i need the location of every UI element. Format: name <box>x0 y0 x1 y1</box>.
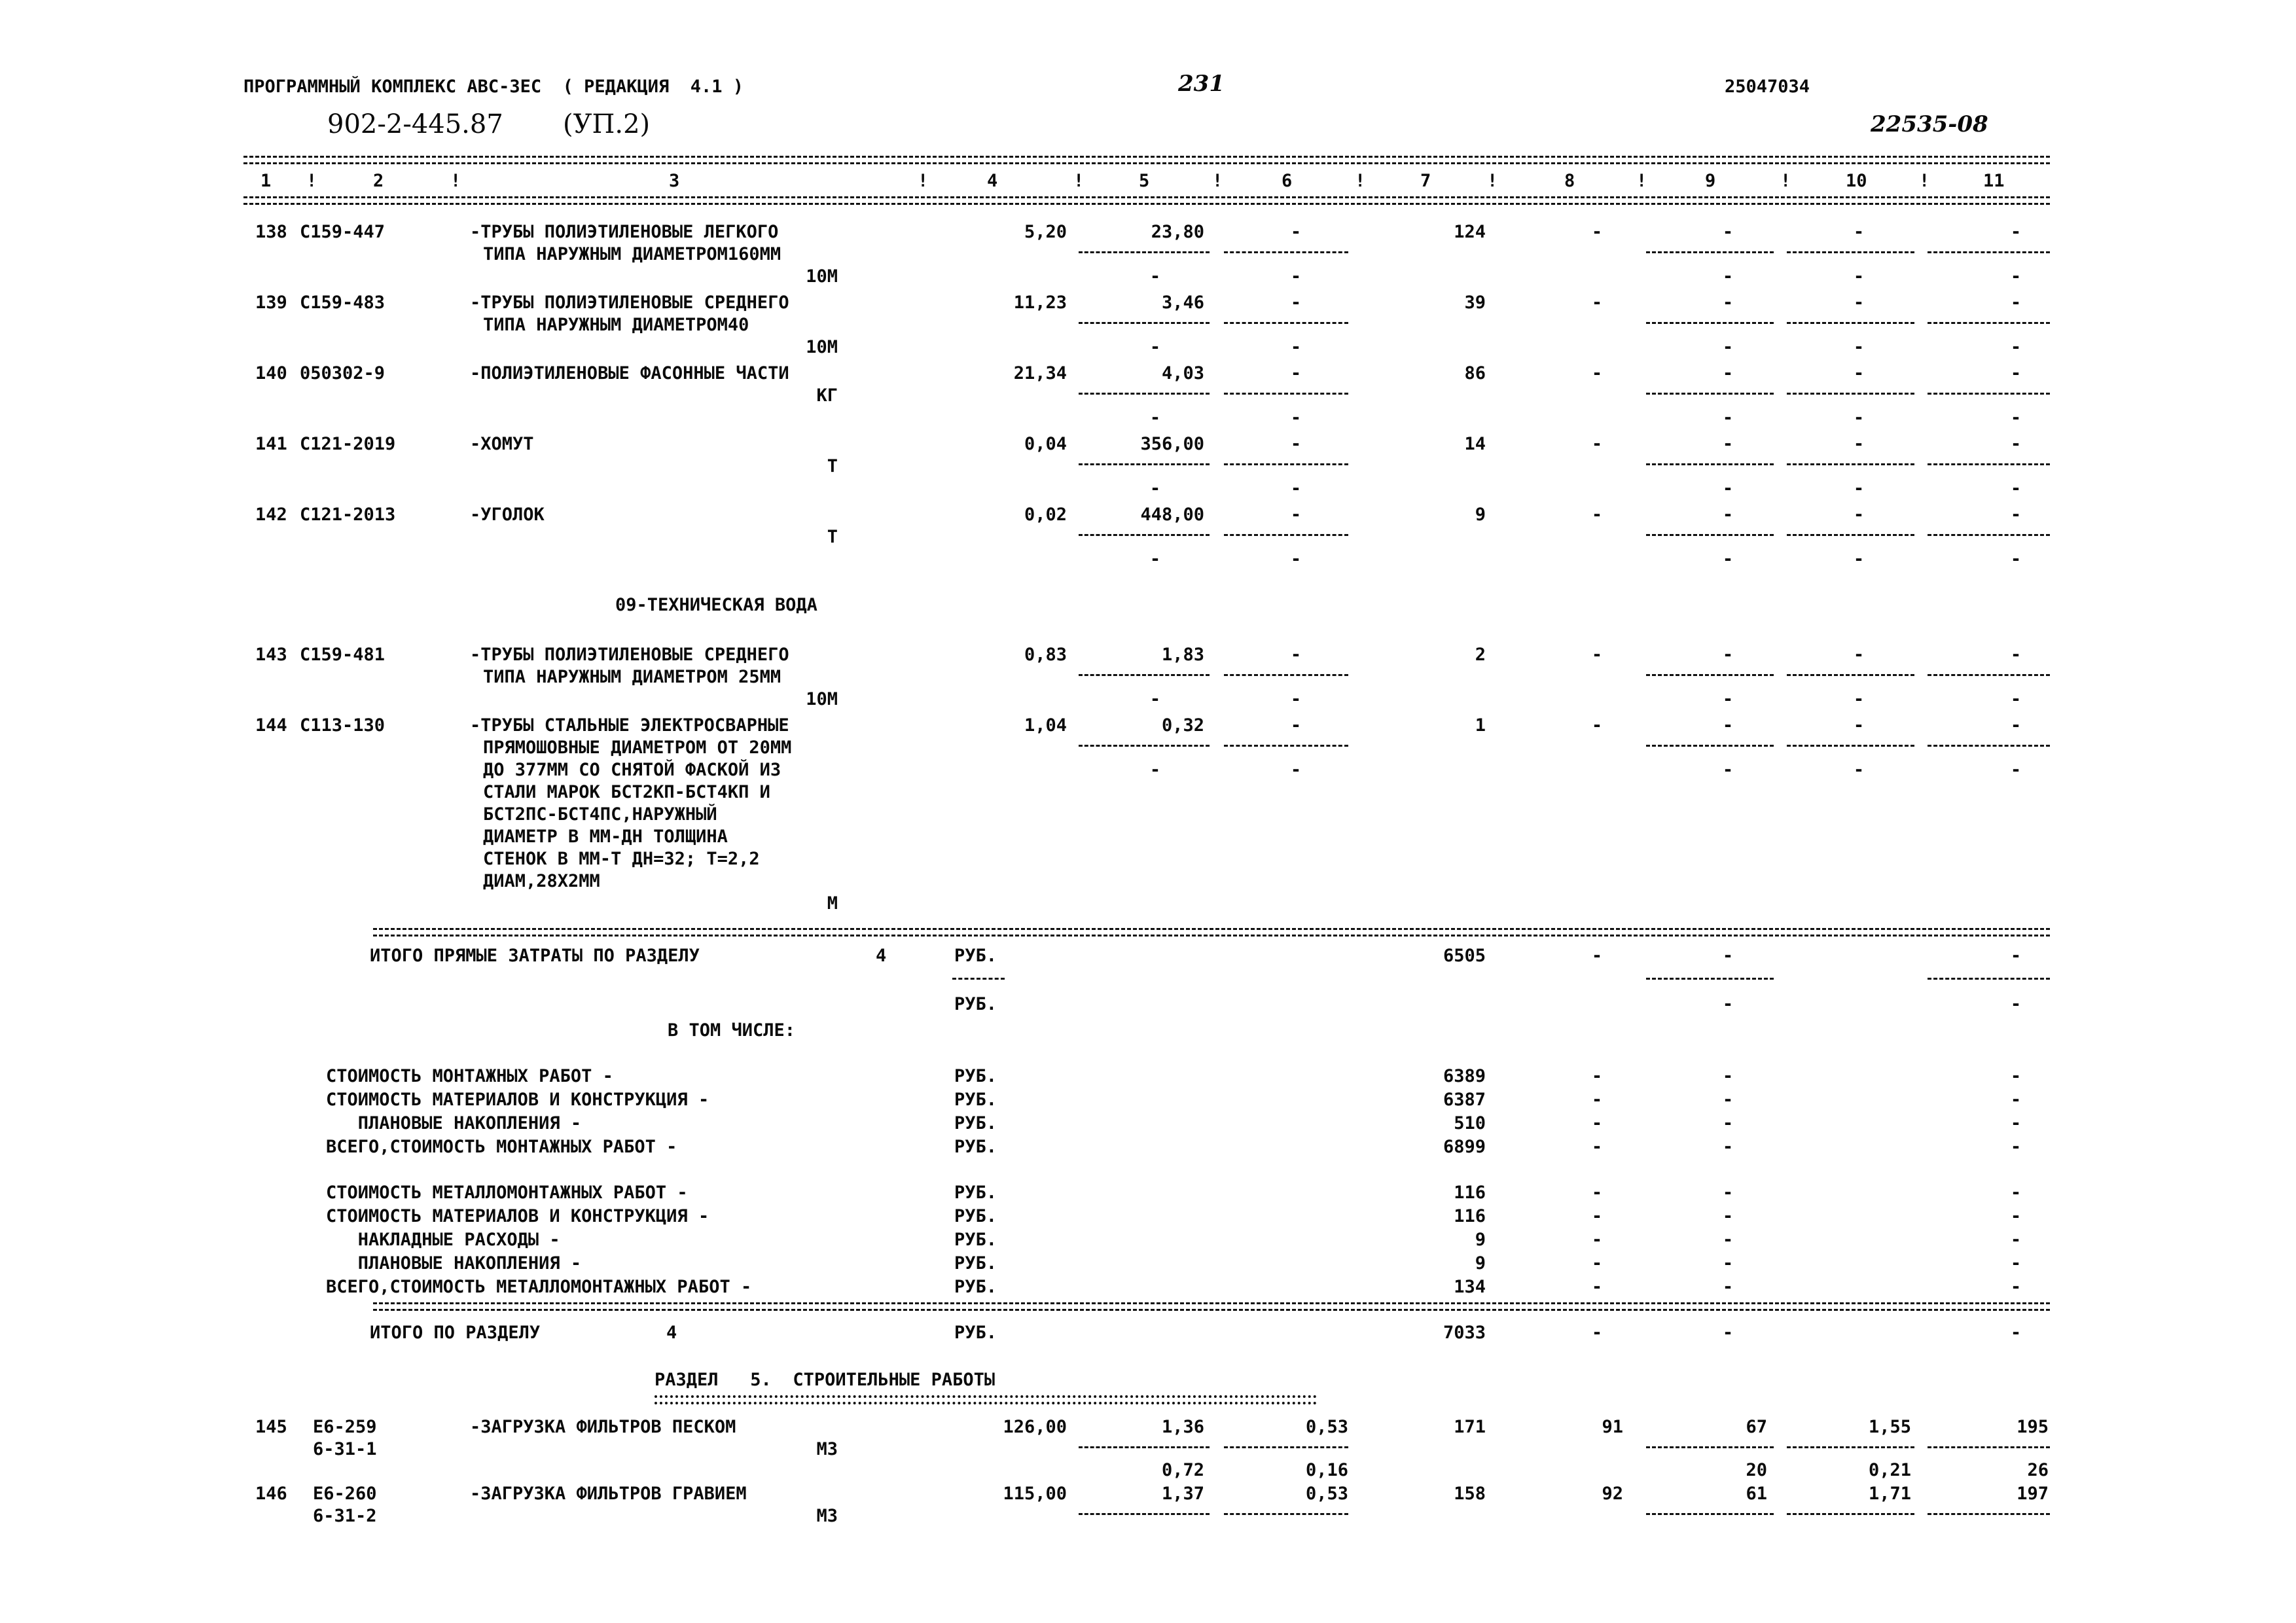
row-c10: - <box>1853 505 1865 525</box>
col-header: 6 <box>1282 171 1293 191</box>
section-total-c11: - <box>2010 1323 2022 1343</box>
row-description: БСТ2ПС-БСТ4ПС,НАРУЖНЫЙ <box>483 804 717 825</box>
section5-title: РАЗДЕЛ 5. СТРОИТЕЛЬНЫЕ РАБОТЫ <box>655 1370 996 1390</box>
row-number: 140 <box>255 363 287 383</box>
row-unit: Т <box>827 527 838 547</box>
direct-costs-c11b: - <box>2010 994 2022 1014</box>
row-number: 141 <box>255 434 287 454</box>
direct-costs-c7: 6505 <box>1443 946 1486 966</box>
row-c11: 197 <box>2017 1484 2049 1504</box>
direct-costs-unit: РУБ. <box>954 946 997 966</box>
row-c11-sub: - <box>2010 337 2022 357</box>
cost-c9: - <box>1722 1066 1734 1086</box>
row-description: ТИПА НАРУЖНЫМ ДИАМЕТРОМ160ММ <box>483 244 781 264</box>
row-c11: 195 <box>2017 1417 2049 1437</box>
row-c11-sub: - <box>2010 478 2022 499</box>
row-description: -ХОМУТ <box>470 434 534 454</box>
cost-c8: - <box>1591 1277 1603 1297</box>
row-c4: 0,02 <box>1024 505 1067 525</box>
project-code: 902-2-445.87 <box>327 109 503 139</box>
row-c4: 126,00 <box>1003 1417 1067 1437</box>
section-total-c7: 7033 <box>1443 1323 1486 1343</box>
row-unit: 10М <box>806 689 838 709</box>
row-c11: - <box>2010 222 2022 242</box>
row-c5: 0,32 <box>1161 715 1204 736</box>
section-total-num: 4 <box>666 1323 677 1343</box>
col-header: 3 <box>669 171 680 191</box>
section-total-c9: - <box>1722 1323 1734 1343</box>
cost-c8: - <box>1591 1090 1603 1110</box>
row-c7: 158 <box>1454 1484 1486 1504</box>
row-c6: - <box>1290 645 1302 665</box>
row-code: 050302-9 <box>300 363 386 383</box>
row-number: 143 <box>255 645 287 665</box>
row-c10-sub: - <box>1853 408 1865 428</box>
cost-c9: - <box>1722 1137 1734 1157</box>
row-description: ПРЯМОШОВНЫЕ ДИАМЕТРОМ ОТ 20ММ <box>483 738 792 758</box>
cost-c11: - <box>2010 1090 2022 1110</box>
row-c5: 4,03 <box>1161 363 1204 383</box>
row-c9: - <box>1722 222 1734 242</box>
cost-label: СТОИМОСТЬ МЕТАЛЛОМОНТАЖНЫХ РАБОТ - <box>326 1183 688 1203</box>
row-code: С121-2019 <box>300 434 396 454</box>
row-c5-sub: - <box>1149 337 1161 357</box>
row-c4: 0,83 <box>1024 645 1067 665</box>
row-description: -ПОЛИЭТИЛЕНОВЫЕ ФАСОННЫЕ ЧАСТИ <box>470 363 789 383</box>
row-c10-sub: - <box>1853 337 1865 357</box>
row-c10-sub: - <box>1853 478 1865 499</box>
row-c9: - <box>1722 645 1734 665</box>
row-description: СТЕНОК В ММ-Т ДН=32; Т=2,2 <box>483 849 760 869</box>
direct-costs-c11: - <box>2010 946 2022 966</box>
cost-unit: РУБ. <box>954 1230 997 1250</box>
col-header: 2 <box>373 171 384 191</box>
col-header: 4 <box>987 171 998 191</box>
section-total-label: ИТОГО ПО РАЗДЕЛУ <box>370 1323 541 1343</box>
row-c9: - <box>1722 363 1734 383</box>
cost-c9: - <box>1722 1277 1734 1297</box>
row-c7: 124 <box>1454 222 1486 242</box>
row-c7: 2 <box>1475 645 1486 665</box>
row-c6-sub: - <box>1290 689 1302 709</box>
row-c11: - <box>2010 645 2022 665</box>
row-description: ДО 377ММ СО СНЯТОЙ ФАСКОЙ ИЗ <box>483 760 781 780</box>
row-c10: 1,55 <box>1868 1417 1911 1437</box>
row-c5-sub: 0,72 <box>1161 1460 1204 1480</box>
row-c11: - <box>2010 293 2022 313</box>
cost-c7: 134 <box>1454 1277 1486 1297</box>
row-c11: - <box>2010 715 2022 736</box>
row-c7: 171 <box>1454 1417 1486 1437</box>
row-c6-sub: - <box>1290 266 1302 287</box>
row-c6: 0,53 <box>1305 1417 1348 1437</box>
cost-label: СТОИМОСТЬ МАТЕРИАЛОВ И КОНСТРУКЦИЯ - <box>326 1206 709 1226</box>
row-c11-sub: 26 <box>2027 1460 2049 1480</box>
row-c6: - <box>1290 222 1302 242</box>
row-c4: 1,04 <box>1024 715 1067 736</box>
row-c11: - <box>2010 363 2022 383</box>
cost-unit: РУБ. <box>954 1090 997 1110</box>
row-c9-sub: - <box>1722 408 1734 428</box>
row-c8: 91 <box>1602 1417 1623 1437</box>
row-c11-sub: - <box>2010 549 2022 569</box>
cost-c7: 116 <box>1454 1206 1486 1226</box>
cost-c7: 116 <box>1454 1183 1486 1203</box>
cost-c11: - <box>2010 1206 2022 1226</box>
row-c10: - <box>1853 293 1865 313</box>
cost-label: ПЛАНОВЫЕ НАКОПЛЕНИЯ - <box>326 1253 582 1274</box>
row-number: 145 <box>255 1417 287 1437</box>
row-c5: 356,00 <box>1140 434 1204 454</box>
row-c6: - <box>1290 363 1302 383</box>
row-c6: - <box>1290 434 1302 454</box>
row-c5-sub: - <box>1149 689 1161 709</box>
cost-c7: 6387 <box>1443 1090 1486 1110</box>
cost-c11: - <box>2010 1066 2022 1086</box>
direct-costs-label: ИТОГО ПРЯМЫЕ ЗАТРАТЫ ПО РАЗДЕЛУ <box>370 946 700 966</box>
row-c8: 92 <box>1602 1484 1623 1504</box>
row-unit: М3 <box>816 1439 838 1459</box>
row-c8: - <box>1591 293 1603 313</box>
row-c5: 448,00 <box>1140 505 1204 525</box>
row-c9: - <box>1722 434 1734 454</box>
row-c8: - <box>1591 645 1603 665</box>
row-code-2: 6-31-1 <box>313 1439 377 1459</box>
row-description: -ТРУБЫ ПОЛИЭТИЛЕНОВЫЕ СРЕДНЕГО <box>470 645 789 665</box>
cost-unit: РУБ. <box>954 1253 997 1274</box>
cost-c11: - <box>2010 1183 2022 1203</box>
cost-c9: - <box>1722 1253 1734 1274</box>
row-c7: 39 <box>1464 293 1486 313</box>
row-c9-sub: - <box>1722 549 1734 569</box>
row-unit: М <box>827 893 838 914</box>
row-c6: 0,53 <box>1305 1484 1348 1504</box>
direct-costs-section: 4 <box>876 946 887 966</box>
cost-c11: - <box>2010 1277 2022 1297</box>
page-number: 231 <box>1178 71 1225 97</box>
row-unit: Т <box>827 456 838 476</box>
row-description: -ТРУБЫ ПОЛИЭТИЛЕНОВЫЕ ЛЕГКОГО <box>470 222 779 242</box>
row-c6-sub: - <box>1290 408 1302 428</box>
row-number: 142 <box>255 505 287 525</box>
row-c9-sub: - <box>1722 266 1734 287</box>
col-header: 8 <box>1564 171 1575 191</box>
cost-c7: 510 <box>1454 1113 1486 1133</box>
cost-c9: - <box>1722 1230 1734 1250</box>
row-c10-sub: - <box>1853 549 1865 569</box>
row-c10-sub: - <box>1853 689 1865 709</box>
cost-label: НАКЛАДНЫЕ РАСХОДЫ - <box>326 1230 560 1250</box>
cost-c8: - <box>1591 1253 1603 1274</box>
row-description: -ТРУБЫ СТАЛЬНЫЕ ЭЛЕКТРОСВАРНЫЕ <box>470 715 789 736</box>
row-description: -УГОЛОК <box>470 505 545 525</box>
row-c9: - <box>1722 715 1734 736</box>
row-c4: 0,04 <box>1024 434 1067 454</box>
doc-code: 25047034 <box>1725 77 1810 97</box>
row-code: С121-2013 <box>300 505 396 525</box>
row-c10: - <box>1853 434 1865 454</box>
row-number: 139 <box>255 293 287 313</box>
row-c7: 14 <box>1464 434 1486 454</box>
row-c7: 9 <box>1475 505 1486 525</box>
row-c4: 5,20 <box>1024 222 1067 242</box>
album-code: (УП.2) <box>563 109 651 139</box>
cost-c8: - <box>1591 1113 1603 1133</box>
row-code: Е6-260 <box>313 1484 377 1504</box>
row-c11: - <box>2010 505 2022 525</box>
row-c5: 23,80 <box>1151 222 1204 242</box>
direct-costs-c8: - <box>1591 946 1603 966</box>
row-number: 146 <box>255 1484 287 1504</box>
cost-c9: - <box>1722 1206 1734 1226</box>
row-c10: - <box>1853 715 1865 736</box>
cost-c7: 6899 <box>1443 1137 1486 1157</box>
cost-unit: РУБ. <box>954 1066 997 1086</box>
direct-costs-c9b: - <box>1722 994 1734 1014</box>
cost-c7: 6389 <box>1443 1066 1486 1086</box>
cost-c11: - <box>2010 1137 2022 1157</box>
row-c9-sub: - <box>1722 689 1734 709</box>
row-c10-sub: - <box>1853 760 1865 780</box>
col-header: 9 <box>1705 171 1716 191</box>
row-c9-sub: 20 <box>1746 1460 1767 1480</box>
row-description: -ЗАГРУЗКА ФИЛЬТРОВ ГРАВИЕМ <box>470 1484 747 1504</box>
row-c9: - <box>1722 293 1734 313</box>
cost-c7: 9 <box>1475 1230 1486 1250</box>
row-description: ДИАМЕТР В ММ-ДН ТОЛЩИНА <box>483 827 728 847</box>
row-c5-sub: - <box>1149 549 1161 569</box>
row-c5: 1,36 <box>1161 1417 1204 1437</box>
row-c4: 21,34 <box>1013 363 1067 383</box>
row-unit: 10М <box>806 266 838 287</box>
row-c10: - <box>1853 645 1865 665</box>
sheet-code: 22535-08 <box>1871 111 1988 137</box>
row-c8: - <box>1591 434 1603 454</box>
subsection-title: 09-ТЕХНИЧЕСКАЯ ВОДА <box>615 595 817 615</box>
row-c10: - <box>1853 222 1865 242</box>
cost-c11: - <box>2010 1253 2022 1274</box>
row-c4: 115,00 <box>1003 1484 1067 1504</box>
row-c5: 3,46 <box>1161 293 1204 313</box>
row-code: С159-481 <box>300 645 386 665</box>
row-c6-sub: 0,16 <box>1305 1460 1348 1480</box>
cost-c8: - <box>1591 1137 1603 1157</box>
row-description: ДИАМ,28Х2ММ <box>483 871 600 891</box>
row-c8: - <box>1591 715 1603 736</box>
row-c4: 11,23 <box>1013 293 1067 313</box>
row-code: С113-130 <box>300 715 386 736</box>
direct-costs-c9: - <box>1722 946 1734 966</box>
row-unit: М3 <box>816 1506 838 1526</box>
cost-c9: - <box>1722 1090 1734 1110</box>
row-c9-sub: - <box>1722 478 1734 499</box>
row-c9-sub: - <box>1722 337 1734 357</box>
row-description: ТИПА НАРУЖНЫМ ДИАМЕТРОМ40 <box>483 315 749 335</box>
section-total-c8: - <box>1591 1323 1603 1343</box>
cost-label: СТОИМОСТЬ МОНТАЖНЫХ РАБОТ - <box>326 1066 613 1086</box>
cost-unit: РУБ. <box>954 1183 997 1203</box>
cost-c11: - <box>2010 1113 2022 1133</box>
cost-unit: РУБ. <box>954 1113 997 1133</box>
cost-label: ПЛАНОВЫЕ НАКОПЛЕНИЯ - <box>326 1113 582 1133</box>
row-c10-sub: 0,21 <box>1868 1460 1911 1480</box>
program-title: ПРОГРАММНЫЙ КОМПЛЕКС АВС-3ЕС ( РЕДАКЦИЯ 4.1 ) <box>243 77 744 97</box>
row-c10-sub: - <box>1853 266 1865 287</box>
row-c9: 61 <box>1746 1484 1767 1504</box>
row-c6-sub: - <box>1290 549 1302 569</box>
row-c5: 1,37 <box>1161 1484 1204 1504</box>
col-header: 1 <box>260 171 272 191</box>
row-c6: - <box>1290 293 1302 313</box>
row-c9: 67 <box>1746 1417 1767 1437</box>
cost-c8: - <box>1591 1230 1603 1250</box>
row-c11-sub: - <box>2010 760 2022 780</box>
col-header: 10 <box>1846 171 1867 191</box>
row-c6-sub: - <box>1290 760 1302 780</box>
row-c5-sub: - <box>1149 478 1161 499</box>
cost-c11: - <box>2010 1230 2022 1250</box>
row-c7: 86 <box>1464 363 1486 383</box>
cost-label: ВСЕГО,СТОИМОСТЬ МОНТАЖНЫХ РАБОТ - <box>326 1137 677 1157</box>
row-c11-sub: - <box>2010 689 2022 709</box>
row-c9: - <box>1722 505 1734 525</box>
cost-unit: РУБ. <box>954 1277 997 1297</box>
row-code: С159-447 <box>300 222 386 242</box>
col-header: 7 <box>1420 171 1431 191</box>
cost-c9: - <box>1722 1113 1734 1133</box>
cost-label: ВСЕГО,СТОИМОСТЬ МЕТАЛЛОМОНТАЖНЫХ РАБОТ - <box>326 1277 752 1297</box>
row-code: Е6-259 <box>313 1417 377 1437</box>
row-description: -ТРУБЫ ПОЛИЭТИЛЕНОВЫЕ СРЕДНЕГО <box>470 293 789 313</box>
cost-c8: - <box>1591 1183 1603 1203</box>
section-total-unit: РУБ. <box>954 1323 997 1343</box>
row-c9-sub: - <box>1722 760 1734 780</box>
col-header: 11 <box>1983 171 2005 191</box>
row-number: 138 <box>255 222 287 242</box>
cost-c7: 9 <box>1475 1253 1486 1274</box>
row-c10: - <box>1853 363 1865 383</box>
row-code: С159-483 <box>300 293 386 313</box>
row-c11-sub: - <box>2010 266 2022 287</box>
row-c7: 1 <box>1475 715 1486 736</box>
row-c11-sub: - <box>2010 408 2022 428</box>
row-c5-sub: - <box>1149 266 1161 287</box>
row-description: СТАЛИ МАРОК БСТ2КП-БСТ4КП И <box>483 782 770 802</box>
direct-costs-unit-2: РУБ. <box>954 994 997 1014</box>
row-description: ТИПА НАРУЖНЫМ ДИАМЕТРОМ 25ММ <box>483 667 781 687</box>
cost-unit: РУБ. <box>954 1206 997 1226</box>
row-c5: 1,83 <box>1161 645 1204 665</box>
row-unit: 10М <box>806 337 838 357</box>
cost-unit: РУБ. <box>954 1137 997 1157</box>
row-c10: 1,71 <box>1868 1484 1911 1504</box>
row-c5-sub: - <box>1149 760 1161 780</box>
col-header: 5 <box>1139 171 1150 191</box>
row-c5-sub: - <box>1149 408 1161 428</box>
cost-c9: - <box>1722 1183 1734 1203</box>
cost-c8: - <box>1591 1206 1603 1226</box>
row-c6-sub: - <box>1290 478 1302 499</box>
including-label: В ТОМ ЧИСЛЕ: <box>668 1020 796 1041</box>
cost-label: СТОИМОСТЬ МАТЕРИАЛОВ И КОНСТРУКЦИЯ - <box>326 1090 709 1110</box>
row-c8: - <box>1591 222 1603 242</box>
row-unit: КГ <box>816 385 838 406</box>
row-c8: - <box>1591 363 1603 383</box>
row-number: 144 <box>255 715 287 736</box>
row-c11: - <box>2010 434 2022 454</box>
row-c6: - <box>1290 505 1302 525</box>
row-c6-sub: - <box>1290 337 1302 357</box>
row-c8: - <box>1591 505 1603 525</box>
cost-c8: - <box>1591 1066 1603 1086</box>
row-code-2: 6-31-2 <box>313 1506 377 1526</box>
row-description: -ЗАГРУЗКА ФИЛЬТРОВ ПЕСКОМ <box>470 1417 736 1437</box>
row-c6: - <box>1290 715 1302 736</box>
